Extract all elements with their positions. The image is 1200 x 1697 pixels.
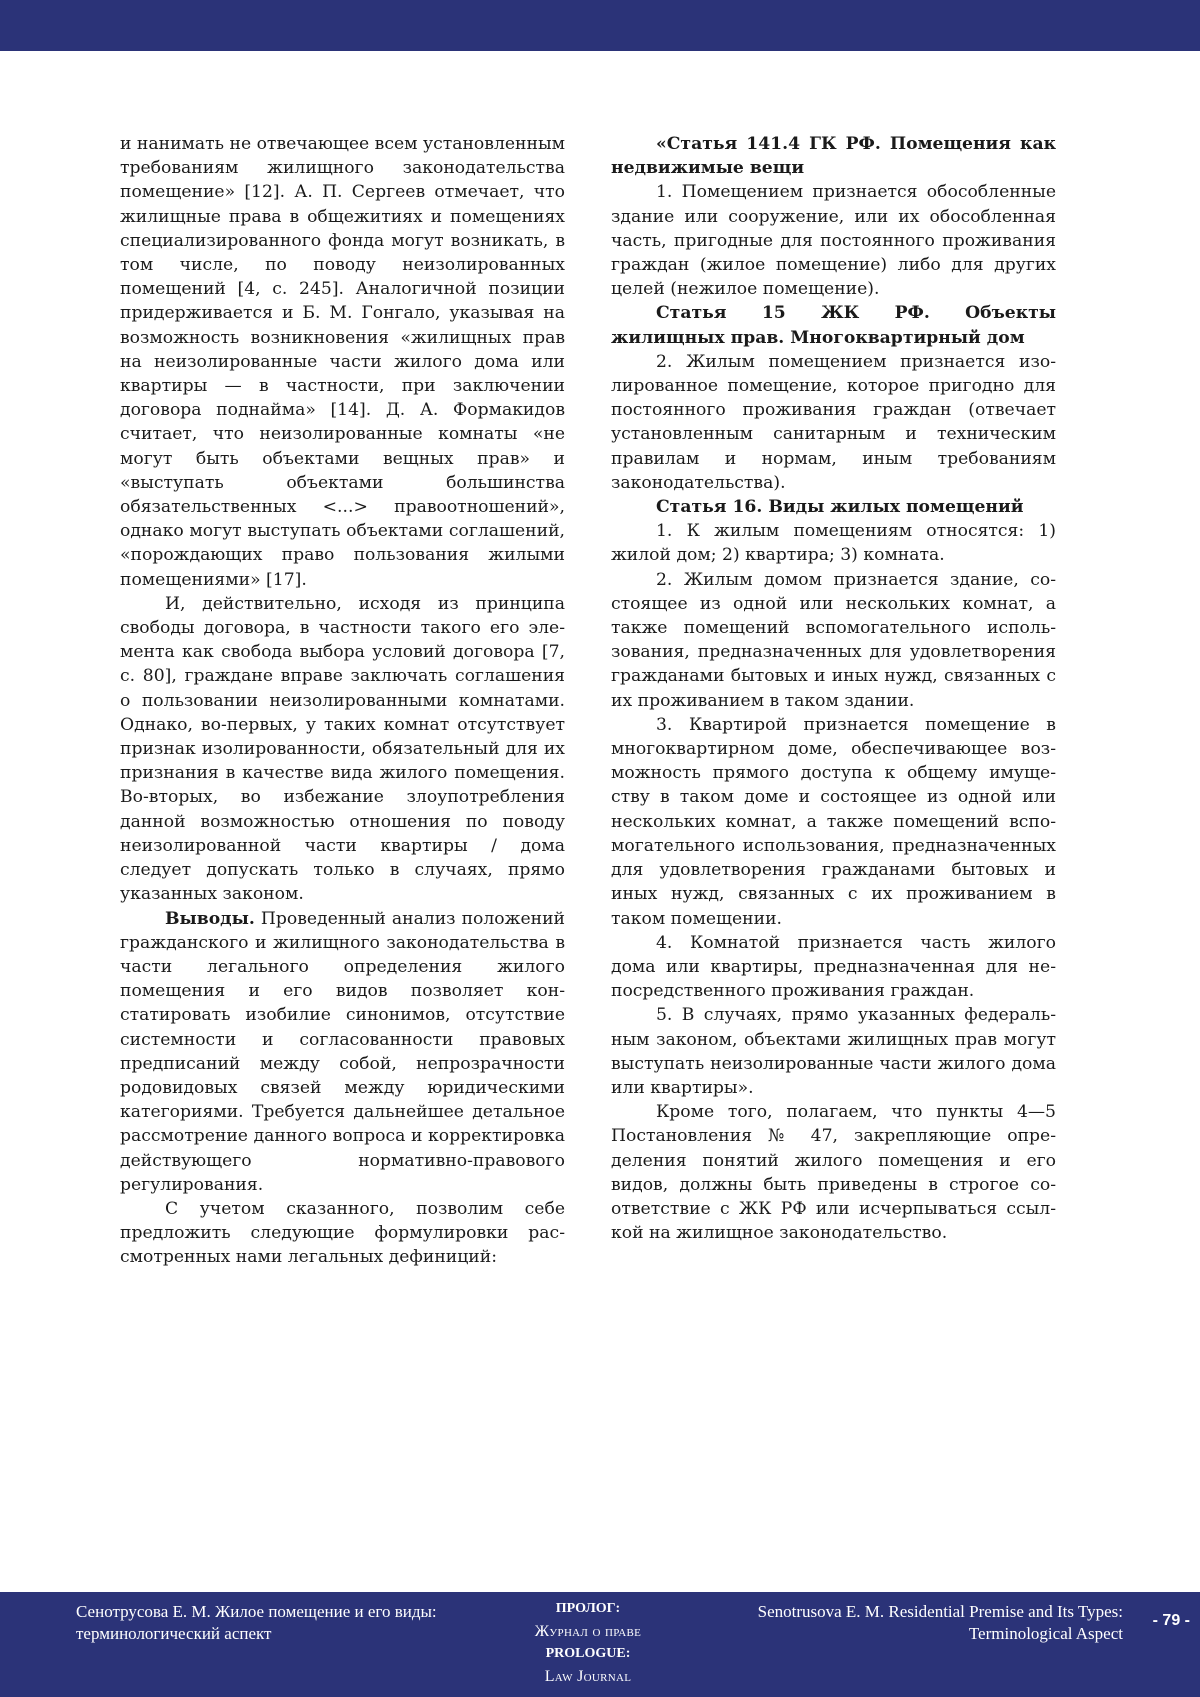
paragraph: И, действительно, исходя из принципа свободы договора, в частности такого его элемента как свобода выбора условий договора [7, с. 80], граждане вправе заключать соглашения о пользовании неизолированными комнатами. Однако, во-первых, у таких комнат отсутствует признак изолированности, обязательный для их признания в качестве вида жилого помещения. Во-вторых, во избежание злоупотребления данной возможностью отношения по поводу неизолированной части квартиры / дома следует допускать только в случаях, прямо указанных законом. [120,593,565,905]
paragraph: 5. В случаях, прямо указанных федеральным законом, объектами жилищных прав могут выступать неизолированные части жилого дома или квартиры». [611,1005,1056,1098]
paragraph: Кроме того, полагаем, что пункты 4—5 Постановления № 47, закрепляющие определения понятий жилого помещения и его видов, должны быть приведены в строгое соответствие с ЖК РФ или исчерпываться ссылкой на жилищное законодательство. [611,1102,1056,1244]
footer-citation-en-line: Terminological Aspect [968,1624,1123,1643]
footer-citation-en [693,1601,1123,1645]
journal-title-ru: ПРОЛОГ: [555,1601,621,1616]
conclusions-paragraph [120,907,565,1197]
header-band [0,0,1200,51]
paragraph: 2. Жилым домом признается здание, состоящее из одной или нескольких комнат, а также помещений вспомогательного использования, предназначенных для удовлетворения гражданами бытовых и иных нужд, связанных с их проживанием в таком здании. [611,569,1056,711]
article-heading: «Статья 141.4 ГК РФ. Помещения как недвижимые вещи [611,134,1056,179]
paragraph: С учетом сказанного, позволим себе предложить следующие формулировки рассмотренных нами легальных дефиниций: [120,1198,565,1268]
footer-citation-ru [76,1601,496,1645]
journal-title [488,1598,688,1688]
journal-subtitle-ru: Журнал о праве [534,1622,642,1640]
right-column [611,132,1056,1245]
paragraph: 1. Помещением признается обособленные здание или сооружение, или их обособленная часть, пригодные для постоянного проживания граждан (жилое помещение) либо для других целей (нежилое помещение). [611,182,1056,300]
conclusions-lead: Выводы. [165,908,255,929]
conclusions-text: Проведенный анализ положений гражданского и жилищного законодательства в части легального определения жилого помещения и его видов позволяет констатировать изобилие синонимов, отсутствие системности и согласованности правовых предписаний между собой, непрозрачности родовидовых связей между юридическими категориями. Требуется дальнейшее детальное рассмотрение данного вопроса и корректировка действующего нормативно-правового регулирования. [120,908,565,1195]
page-number: - 79 - [1152,1612,1190,1629]
footer-citation-ru-line: терминологический аспект [76,1624,272,1643]
article-heading: Статья 16. Виды жилых помещений [656,497,1024,518]
paragraph: 1. К жилым помещениям относятся: 1) жилой дом; 2) квартира; 3) комната. [611,521,1056,566]
paragraph: и нанимать не отвечающее всем установленным требованиям жилищного законодательства помещение» [12]. А. П. Сергеев отмечает, что жилищные права в общежитиях и помещениях специализированного фонда могут возникать, в том числе, по поводу неизолированных помещений [4, с. 245]. Аналогичной позиции придерживается и Б. М. Гонгало, указывая на возможность возникновения «жилищных прав на неизолированные части жилого дома или квартиры — в частности, при заключении договора поднайма» [14]. Д. А. Формакидов считает, что неизолированные комнаты «не могут быть объектами вещных прав» и «выступать объектами большинства обязательственных <...> правоотношений», однако могут выступать объектами соглашений, «порождающих право пользования жилыми помещениями» [17]. [120,134,565,590]
article-heading: Статья 15 ЖК РФ. Объекты жилищных прав. Многоквартирный дом [611,303,1056,348]
journal-subtitle-en: Law Journal [544,1667,632,1685]
footer [0,1592,1200,1697]
paragraph: 2. Жилым помещением признается изолированное помещение, которое пригодно для постоянного проживания граждан (отвечает установленным санитарным и техническим правилам и нормам, иным требованиям законодательства). [611,351,1056,493]
paragraph: 3. Квартирой признается помещение в многоквартирном доме, обеспечивающее возможность прямого доступа к общему имуществу в таком доме и состоящее из одной или нескольких комнат, а также помещений вспомогательного использования, предназначенных для удовлетворения гражданами бытовых и иных нужд, связанных с их проживанием в таком помещении. [611,714,1056,929]
footer-citation-en-line: Senotrusova E. M. Residential Premise and Its Types: [757,1602,1123,1621]
journal-title-en: PROLOGUE: [545,1646,631,1661]
paragraph: 4. Комнатой признается часть жилого дома или квартиры, предназначенная для непосредственного проживания граждан. [611,932,1056,1002]
footer-citation-ru-line: Сенотрусова Е. М. Жилое помещение и его виды: [76,1602,437,1621]
left-column [120,132,565,1270]
